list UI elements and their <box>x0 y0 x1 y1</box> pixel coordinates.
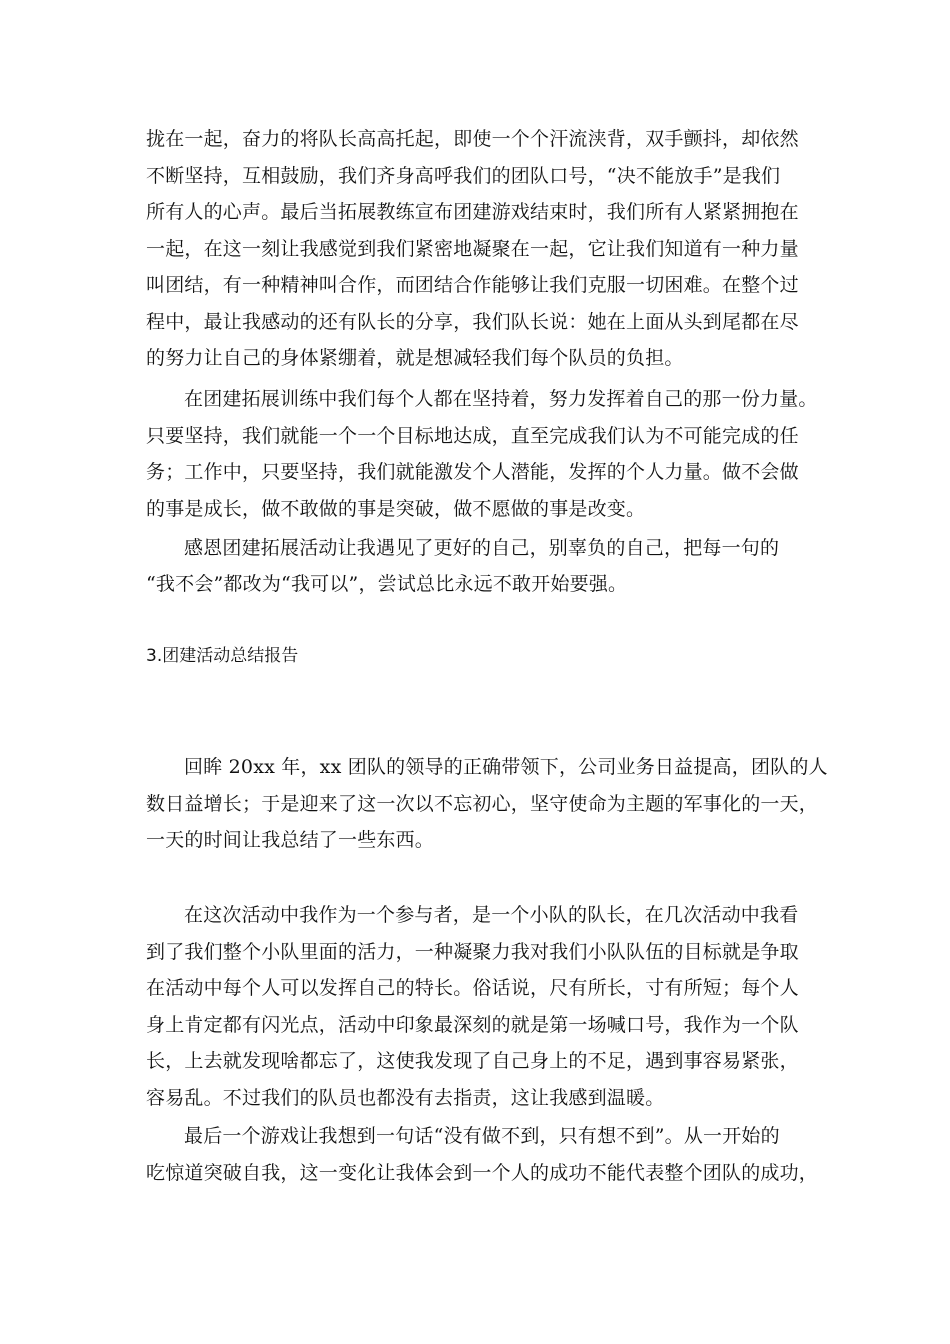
text-line: 只要坚持，我们就能一个一个目标地达成，直至完成我们认为不可能完成的任 <box>146 425 799 447</box>
text-line: 数日益增长；于是迎来了这一次以不忘初心，坚守使命为主题的军事化的一天， <box>146 793 819 815</box>
text-line: 到了我们整个小队里面的活力，一种凝聚力我对我们小队队伍的目标就是争取 <box>146 941 799 963</box>
text-line: 最后一个游戏让我想到一句话“没有做不到，只有想不到”。从一开始的 <box>184 1125 780 1147</box>
text-line: 在团建拓展训练中我们每个人都在坚持着，努力发挥着自己的那一份力量。 <box>184 388 818 410</box>
text-line: 在这次活动中我作为一个参与者，是一个小队的队长，在几次活动中我看 <box>184 904 799 926</box>
text-line: “我不会”都改为“我可以”，尝试总比永远不敢开始要强。 <box>146 573 628 595</box>
text-line: 的努力让自己的身体紧绷着，就是想减轻我们每个队员的负担。 <box>146 347 684 369</box>
text-line: 一天的时间让我总结了一些东西。 <box>146 829 435 851</box>
text-line: 感恩团建拓展活动让我遇见了更好的自己，别辜负的自己，把每一句的 <box>184 537 780 559</box>
text-line: 在活动中每个人可以发挥自己的特长。俗话说，尺有所长，寸有所短；每个人 <box>146 977 799 999</box>
text-line: 所有人的心声。最后当拓展教练宣布团建游戏结束时，我们所有人紧紧拥抱在 <box>146 201 799 223</box>
text-line: 吃惊道突破自我，这一变化让我体会到一个人的成功不能代表整个团队的成功， <box>146 1162 819 1184</box>
text-line: 不断坚持，互相鼓励，我们齐身高呼我们的团队口号，“决不能放手”是我们 <box>146 165 781 187</box>
text-line: 长，上去就发现啥都忘了，这使我发现了自己身上的不足，遇到事容易紧张， <box>146 1050 799 1072</box>
section-heading: 3.团建活动总结报告 <box>146 646 299 666</box>
text-line: 回眸 20xx 年，xx 团队的领导的正确带领下，公司业务日益提高，团队的人 <box>184 756 828 778</box>
text-line: 一起，在这一刻让我感觉到我们紧密地凝聚在一起，它让我们知道有一种力量 <box>146 238 799 260</box>
text-line: 程中，最让我感动的还有队长的分享，我们队长说：她在上面从头到尾都在尽 <box>146 311 799 333</box>
text-line: 叫团结，有一种精神叫合作，而团结合作能够让我们克服一切困难。在整个过 <box>146 274 799 296</box>
text-line: 容易乱。不过我们的队员也都没有去指责，这让我感到温暖。 <box>146 1087 665 1109</box>
text-line: 务；工作中，只要坚持，我们就能激发个人潜能，发挥的个人力量。做不会做 <box>146 461 799 483</box>
text-line: 身上肯定都有闪光点，活动中印象最深刻的就是第一场喊口号，我作为一个队 <box>146 1014 799 1036</box>
text-line: 的事是成长，做不敢做的事是突破，做不愿做的事是改变。 <box>146 498 646 520</box>
text-line: 拢在一起，奋力的将队长高高托起，即使一个个汗流浃背，双手颤抖，却依然 <box>146 128 799 150</box>
